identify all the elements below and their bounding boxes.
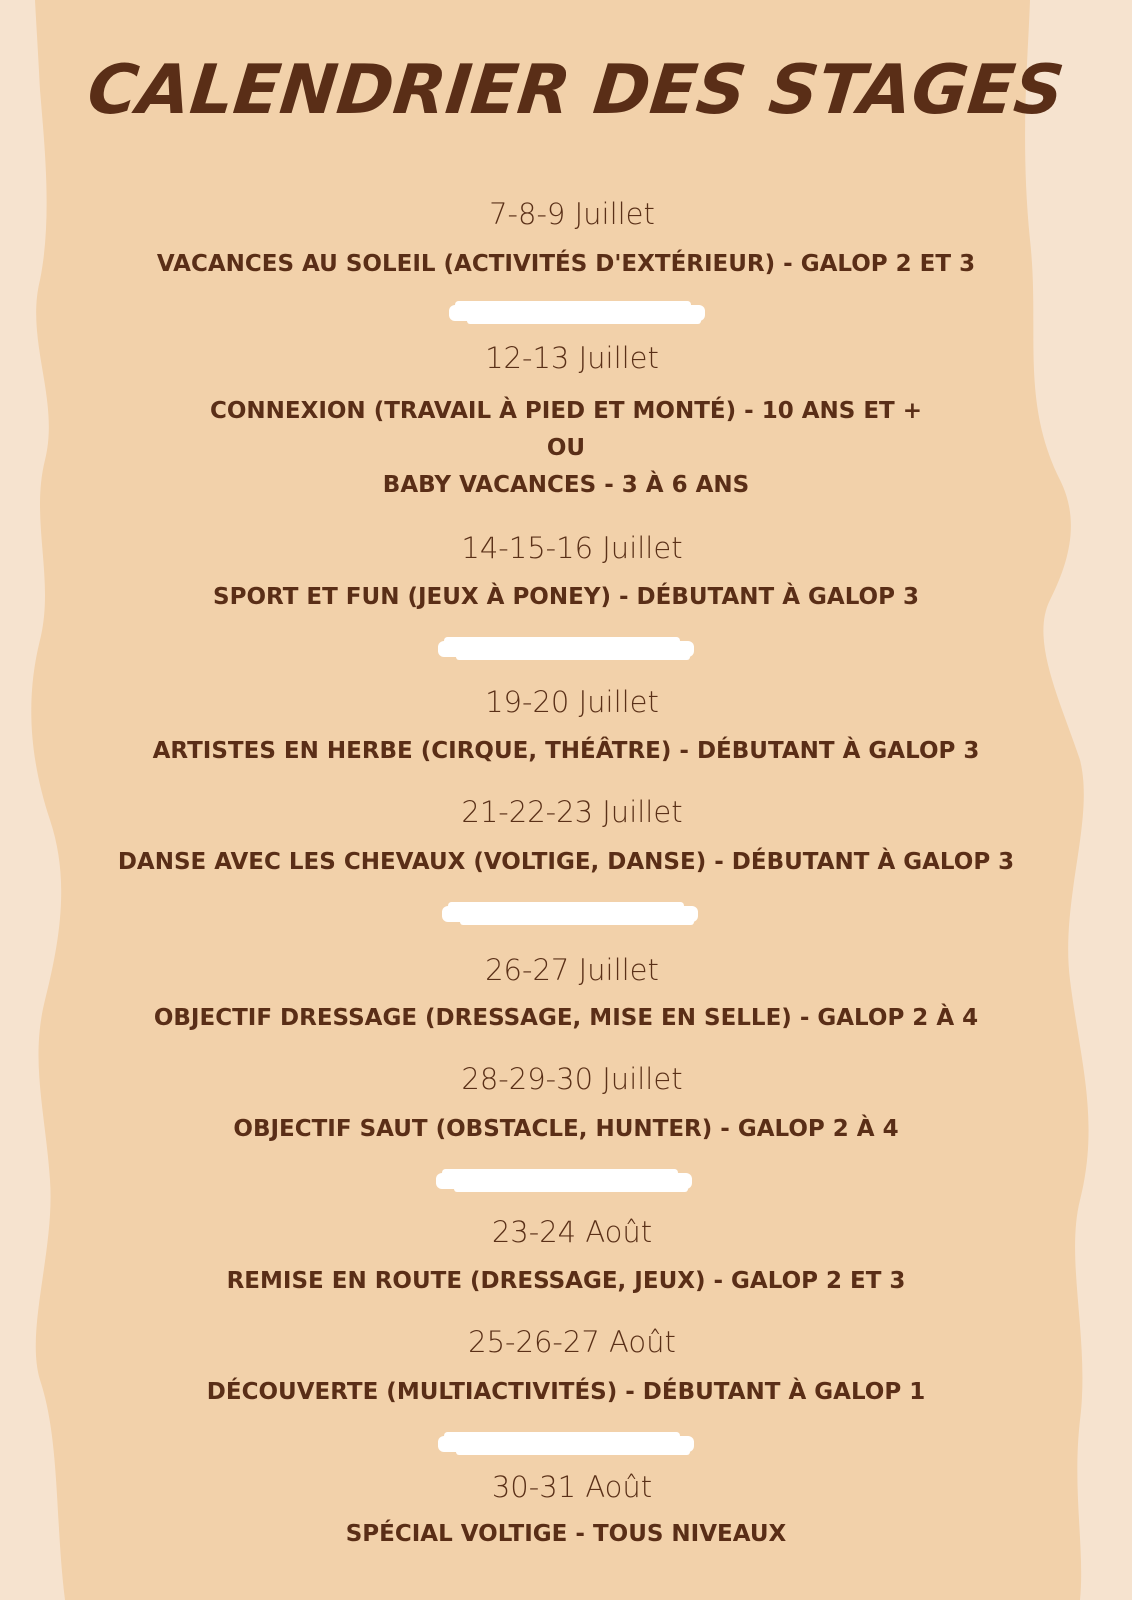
stage-description: OBJECTIF SAUT (OBSTACLE, HUNTER) - GALOP 2 À 4 [233,1116,899,1142]
stage-separator-text: OU [546,435,586,461]
stage-description: VACANCES AU SOLEIL (ACTIVITÉS D'EXTÉRIEUR) - GALOP 2 ET 3 [156,251,976,277]
stage-description: OBJECTIF DRESSAGE (DRESSAGE, MISE EN SELLE) - GALOP 2 À 4 [153,1005,979,1031]
brush-divider [438,641,694,657]
brush-divider [442,906,698,922]
stage-date: 30-31 Août [491,1470,653,1504]
stage-date: 26-27 Juillet [485,953,659,987]
stage-description: BABY VACANCES - 3 À 6 ANS [382,472,750,498]
stage-date: 28-29-30 Juillet [461,1062,683,1096]
stage-date: 25-26-27 Août [468,1325,676,1359]
brush-divider [449,305,705,321]
stage-description: CONNEXION (TRAVAIL À PIED ET MONTÉ) - 10 ANS ET + [209,398,923,424]
stage-date: 14-15-16 Juillet [461,531,683,565]
stage-description: ARTISTES EN HERBE (CIRQUE, THÉÂTRE) - DÉBUTANT À GALOP 3 [152,738,980,764]
stage-description: REMISE EN ROUTE (DRESSAGE, JEUX) - GALOP 2 ET 3 [226,1268,906,1294]
page-title: CALENDRIER DES STAGES [83,51,1068,130]
stage-description: SPÉCIAL VOLTIGE - TOUS NIVEAUX [345,1521,787,1547]
stage-description: DANSE AVEC LES CHEVAUX (VOLTIGE, DANSE) - DÉBUTANT À GALOP 3 [117,849,1015,875]
stage-date: 23-24 Août [491,1215,653,1249]
stage-description: DÉCOUVERTE (MULTIACTIVITÉS) - DÉBUTANT À GALOP 1 [206,1379,926,1405]
stage-description: SPORT ET FUN (JEUX À PONEY) - DÉBUTANT À GALOP 3 [213,584,919,610]
stage-date: 12-13 Juillet [485,341,659,375]
stage-date: 7-8-9 Juillet [489,197,655,231]
stage-date: 21-22-23 Juillet [461,795,683,829]
stage-date: 19-20 Juillet [485,685,659,719]
brush-divider [438,1436,694,1452]
brush-divider [436,1173,692,1189]
